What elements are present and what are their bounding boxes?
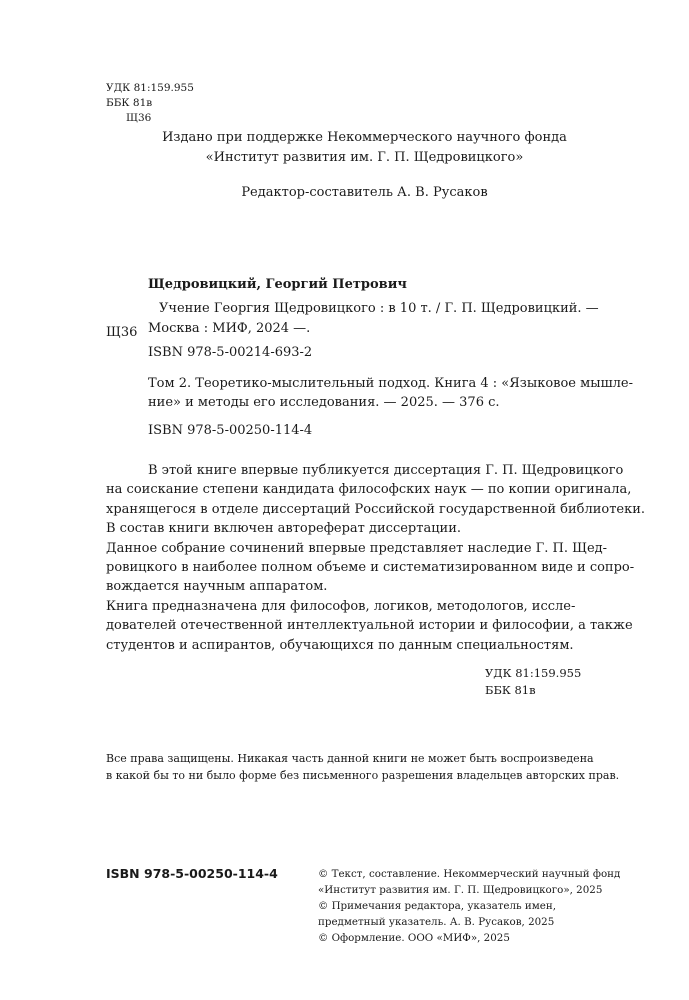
bbk-code: ББК 81в bbox=[485, 683, 536, 697]
classification-codes-top bbox=[106, 81, 194, 126]
author-code: Щ36 bbox=[106, 325, 138, 340]
rights-line: Все права защищены. Никакая часть данной книги не может быть воспроизведена bbox=[106, 752, 594, 765]
copyright-line: © Текст, составление. Некоммерческий научный фонд bbox=[318, 868, 621, 880]
editor-credit: Редактор-составитель А. В. Русаков bbox=[241, 185, 488, 200]
annotation-line: Книга предназначена для философов, логиков, методологов, иссле- bbox=[106, 598, 576, 614]
rights-notice bbox=[106, 751, 619, 784]
sponsor-line: Издано при поддержке Некоммерческого научного фонда bbox=[162, 130, 567, 145]
annotation-line: студентов и аспирантов, обучающихся по данным специальностям. bbox=[106, 637, 574, 653]
author-heading: Щедровицкий, Георгий Петрович bbox=[148, 277, 407, 292]
bbk-code: ББК 81в bbox=[106, 97, 153, 109]
copyright-line: «Институт развития им. Г. П. Щедровицкого», 2025 bbox=[318, 884, 603, 896]
copyright-line: © Примечания редактора, указатель имен, bbox=[318, 900, 557, 912]
annotation-line: на соискание степени кандидата философских наук — по копии оригинала, bbox=[106, 482, 632, 498]
annotation-line: вождается научным аппаратом. bbox=[106, 579, 328, 595]
annotation bbox=[106, 461, 646, 655]
copyright-block bbox=[318, 866, 620, 946]
udk-code: УДК 81:159.955 bbox=[106, 82, 194, 94]
bibliographic-record bbox=[148, 299, 599, 339]
annotation-line: В состав книги включен автореферат диссертации. bbox=[106, 521, 462, 537]
annotation-line: дователей отечественной интеллектуальной истории и философии, а также bbox=[106, 618, 633, 634]
isbn-bottom: ISBN 978-5-00250-114-4 bbox=[106, 866, 278, 881]
rights-line: в какой бы то ни было форме без письменного разрешения владельцев авторских прав. bbox=[106, 768, 620, 782]
volume-line: ние» и методы его исследования. — 2025. — 376 с. bbox=[148, 395, 500, 410]
udk-code: УДК 81:159.955 bbox=[485, 666, 582, 680]
sponsor-line: «Институт развития им. Г. П. Щедровицкого» bbox=[205, 150, 524, 165]
copyright-line: предметный указатель. А. В. Русаков, 2025 bbox=[318, 916, 555, 928]
biblio-line: Москва : МИФ, 2024 —. bbox=[148, 321, 311, 336]
annotation-line: В этой книге впервые публикуется диссертация Г. П. Щедровицкого bbox=[148, 463, 624, 478]
isbn-volume: ISBN 978-5-00250-114-4 bbox=[148, 423, 313, 438]
annotation-line: хранящегося в отделе диссертаций Российской государственной библиотеки. bbox=[106, 501, 646, 517]
annotation-line: Данное собрание сочинений впервые представляет наследие Г. П. Щед- bbox=[106, 540, 608, 556]
isbn-series: ISBN 978-5-00214-693-2 bbox=[148, 345, 313, 360]
volume-line: Том 2. Теоретико-мыслительный подход. Книга 4 : «Языковое мышле- bbox=[148, 376, 633, 391]
author-sign: Щ36 bbox=[126, 112, 152, 124]
volume-description bbox=[148, 374, 633, 412]
sponsor-note bbox=[0, 128, 689, 168]
annotation-line: ровицкого в наиболее полном объеме и систематизированном виде и сопро- bbox=[106, 560, 635, 576]
classification-codes-right bbox=[485, 665, 581, 699]
copyright-line: © Оформление. ООО «МИФ», 2025 bbox=[318, 932, 510, 944]
biblio-line: Учение Георгия Щедровицкого : в 10 т. / Г. П. Щедровицкий. — bbox=[159, 301, 599, 316]
